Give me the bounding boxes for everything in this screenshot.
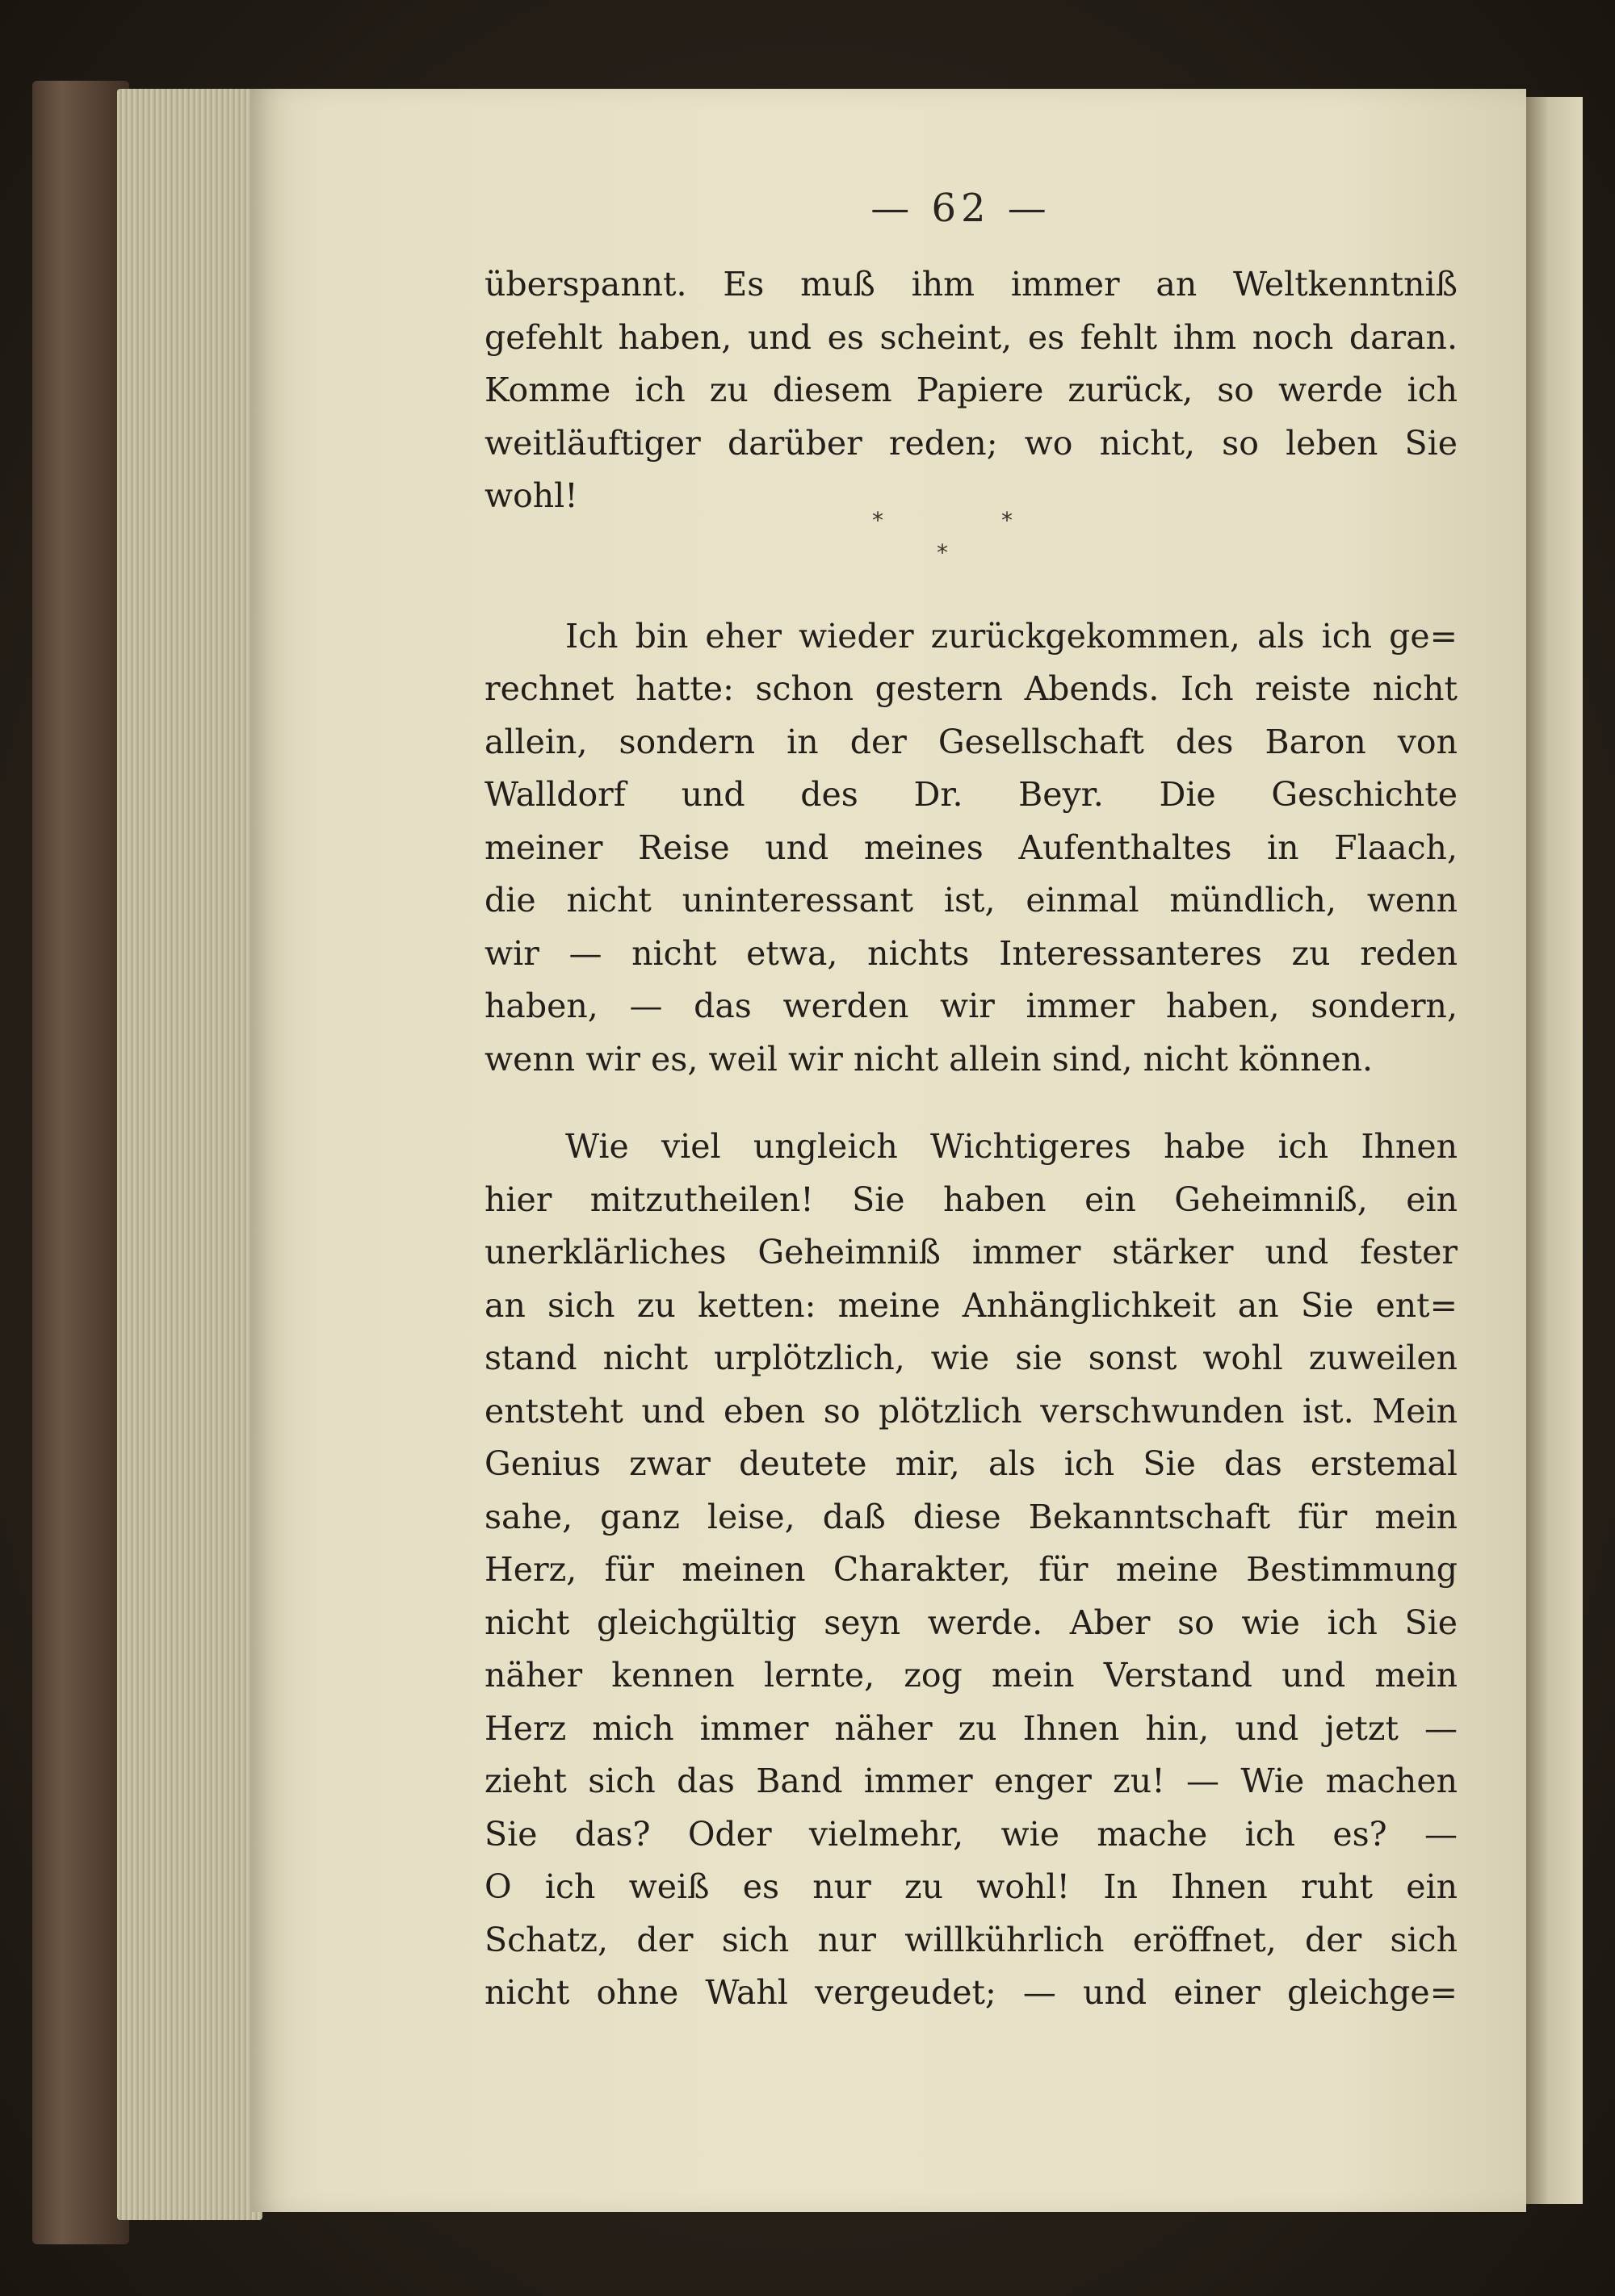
- text-line: die nicht uninteressant ist, einmal mündlich, wenn: [484, 881, 1458, 920]
- text-line: unerklärliches Geheimniß immer stärker und fester: [484, 1233, 1458, 1272]
- text-line: meiner Reise und meines Aufenthaltes in Flaach,: [484, 827, 1458, 867]
- page-number-header: — 62 —: [870, 186, 1051, 231]
- text-line: nicht ohne Wahl vergeudet; — und einer gleichge=: [484, 1973, 1458, 2012]
- separator-star: *: [872, 507, 883, 534]
- text-line: entsteht und eben so plötzlich verschwunden ist. Mein: [484, 1391, 1458, 1431]
- page-stack-edges: [117, 89, 262, 2220]
- text-line: Ich bin eher wieder zurückgekommen, als ich ge=: [565, 616, 1458, 656]
- text-line: Wie viel ungleich Wichtigeres habe ich Ihnen: [565, 1127, 1458, 1166]
- text-line: hier mitzutheilen! Sie haben ein Geheimniß, ein: [484, 1179, 1458, 1219]
- text-line: Genius zwar deutete mir, als ich Sie das erstemal: [484, 1444, 1458, 1483]
- separator-star: *: [1001, 507, 1013, 534]
- book-cover-edge: [32, 81, 129, 2244]
- text-line: stand nicht urplötzlich, wie sie sonst wohl zuweilen: [484, 1339, 1458, 1377]
- separator-star: *: [937, 539, 948, 566]
- text-line: zieht sich das Band immer enger zu! — Wie machen: [484, 1762, 1458, 1800]
- text-line: Herz, für meinen Charakter, für meine Bestimmung: [484, 1550, 1458, 1589]
- text-line: Sie das? Oder vielmehr, wie mache ich es? —: [484, 1814, 1458, 1854]
- section-gap: [484, 523, 1458, 610]
- body-text: [484, 258, 1458, 2020]
- text-line: überspannt. Es muß ihm immer an Weltkenntniß: [484, 265, 1458, 304]
- text-line: Walldorf und des Dr. Beyr. Die Geschichte: [484, 775, 1458, 814]
- text-line: O ich weiß es nur zu wohl! In Ihnen ruht ein: [484, 1867, 1458, 1906]
- text-line: haben, — das werden wir immer haben, sondern,: [484, 987, 1458, 1025]
- text-line: allein, sondern in der Gesellschaft des Baron von: [484, 722, 1458, 761]
- text-line: an sich zu ketten: meine Anhänglichkeit an Sie ent=: [484, 1285, 1458, 1325]
- text-line: rechnet hatte: schon gestern Abends. Ich reiste nicht: [484, 669, 1458, 708]
- text-line: Schatz, der sich nur willkührlich eröffnet, der sich: [484, 1920, 1458, 1959]
- text-line: weitläuftiger darüber reden; wo nicht, so leben Sie: [484, 423, 1458, 463]
- text-line: nicht gleichgültig seyn werde. Aber so wie ich Sie: [484, 1603, 1458, 1642]
- text-line: Herz mich immer näher zu Ihnen hin, und jetzt —: [484, 1708, 1458, 1748]
- text-line: wohl!: [484, 476, 578, 515]
- text-line: gefehlt haben, und es scheint, es fehlt ihm noch daran.: [484, 317, 1458, 357]
- text-line: wir — nicht etwa, nichts Interessanteres zu reden: [484, 933, 1458, 973]
- text-line: näher kennen lernte, zog mein Verstand und mein: [484, 1656, 1458, 1695]
- text-line: Komme ich zu diesem Papiere zurück, so werde ich: [484, 371, 1458, 409]
- paragraph-gap: [484, 1086, 1458, 1121]
- text-line: wenn wir es, weil wir nicht allein sind, nicht können.: [484, 1039, 1374, 1079]
- facing-page-edge: [1526, 97, 1583, 2204]
- text-line: sahe, ganz leise, daß diese Bekanntschaft für mein: [484, 1497, 1458, 1536]
